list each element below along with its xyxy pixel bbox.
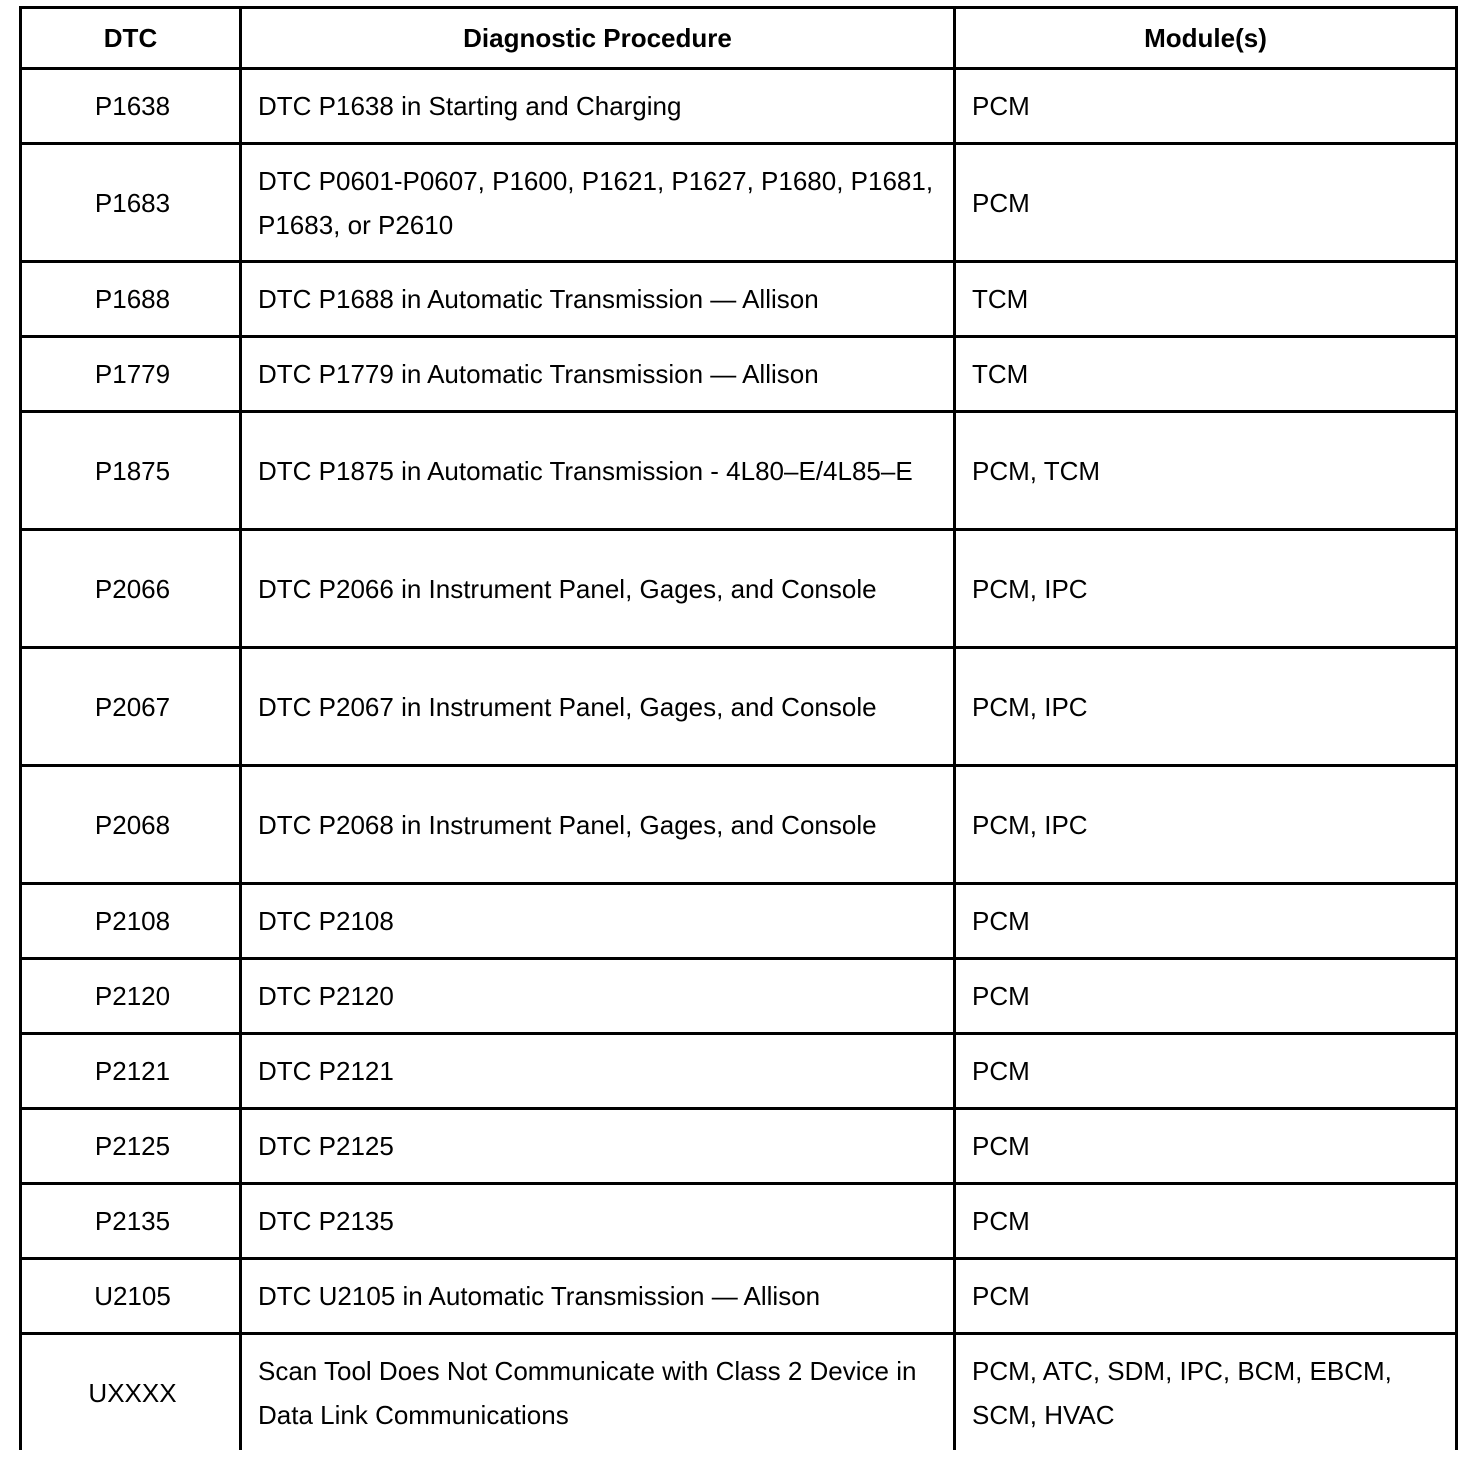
table-row <box>21 1184 1457 1259</box>
table-row <box>21 884 1457 959</box>
dtc-code: UXXXX <box>21 1334 241 1451</box>
modules: PCM, IPC <box>955 648 1457 766</box>
modules: PCM, ATC, SDM, IPC, BCM, EBCM, SCM, HVAC <box>955 1334 1457 1451</box>
modules: PCM, IPC <box>955 530 1457 648</box>
dtc-code: P1683 <box>21 144 241 262</box>
dtc-code: P1875 <box>21 412 241 530</box>
table-row <box>21 1034 1457 1109</box>
diagnostic-procedure: DTC U2105 in Automatic Transmission — Allison <box>241 1259 955 1334</box>
dtc-code: P2067 <box>21 648 241 766</box>
dtc-code: P2125 <box>21 1109 241 1184</box>
table-row <box>21 530 1457 648</box>
dtc-code: P1638 <box>21 69 241 144</box>
header-modules: Module(s) <box>955 8 1457 69</box>
diagnostic-procedure: DTC P0601-P0607, P1600, P1621, P1627, P1680, P1681, P1683, or P2610 <box>241 144 955 262</box>
table-row <box>21 1334 1457 1451</box>
dtc-code: P2121 <box>21 1034 241 1109</box>
dtc-code: U2105 <box>21 1259 241 1334</box>
diagnostic-procedure: DTC P2068 in Instrument Panel, Gages, and Console <box>241 766 955 884</box>
diagnostic-procedure: DTC P2067 in Instrument Panel, Gages, and Console <box>241 648 955 766</box>
diagnostic-procedure: DTC P2125 <box>241 1109 955 1184</box>
table-row <box>21 1259 1457 1334</box>
diagnostic-procedure: DTC P1638 in Starting and Charging <box>241 69 955 144</box>
table-row <box>21 144 1457 262</box>
table-row <box>21 412 1457 530</box>
table-row <box>21 1109 1457 1184</box>
diagnostic-procedure: DTC P2135 <box>241 1184 955 1259</box>
dtc-code: P2135 <box>21 1184 241 1259</box>
table-row <box>21 262 1457 337</box>
modules: PCM <box>955 1184 1457 1259</box>
diagnostic-procedure: DTC P1779 in Automatic Transmission — Allison <box>241 337 955 412</box>
dtc-code: P2068 <box>21 766 241 884</box>
table-header-row <box>21 8 1457 69</box>
modules: PCM <box>955 1109 1457 1184</box>
modules: TCM <box>955 337 1457 412</box>
dtc-code: P1779 <box>21 337 241 412</box>
modules: PCM <box>955 69 1457 144</box>
modules: PCM, IPC <box>955 766 1457 884</box>
diagnostic-procedure: DTC P2066 in Instrument Panel, Gages, and Console <box>241 530 955 648</box>
table-row <box>21 69 1457 144</box>
table-row <box>21 337 1457 412</box>
modules: PCM <box>955 959 1457 1034</box>
table-row <box>21 648 1457 766</box>
diagnostic-procedure: DTC P2121 <box>241 1034 955 1109</box>
table-row <box>21 959 1457 1034</box>
header-dtc: DTC <box>21 8 241 69</box>
modules: PCM <box>955 884 1457 959</box>
modules: PCM, TCM <box>955 412 1457 530</box>
modules: PCM <box>955 1034 1457 1109</box>
modules: TCM <box>955 262 1457 337</box>
diagnostic-procedure: Scan Tool Does Not Communicate with Class 2 Device in Data Link Communications <box>241 1334 955 1451</box>
diagnostic-procedure: DTC P1688 in Automatic Transmission — Allison <box>241 262 955 337</box>
table-row <box>21 766 1457 884</box>
dtc-code: P1688 <box>21 262 241 337</box>
diagnostic-procedure: DTC P2108 <box>241 884 955 959</box>
dtc-table <box>19 6 1458 1450</box>
diagnostic-procedure: DTC P1875 in Automatic Transmission - 4L80–E/4L85–E <box>241 412 955 530</box>
diagnostic-procedure: DTC P2120 <box>241 959 955 1034</box>
dtc-code: P2120 <box>21 959 241 1034</box>
dtc-code: P2066 <box>21 530 241 648</box>
modules: PCM <box>955 1259 1457 1334</box>
header-diagnostic-procedure: Diagnostic Procedure <box>241 8 955 69</box>
modules: PCM <box>955 144 1457 262</box>
dtc-code: P2108 <box>21 884 241 959</box>
